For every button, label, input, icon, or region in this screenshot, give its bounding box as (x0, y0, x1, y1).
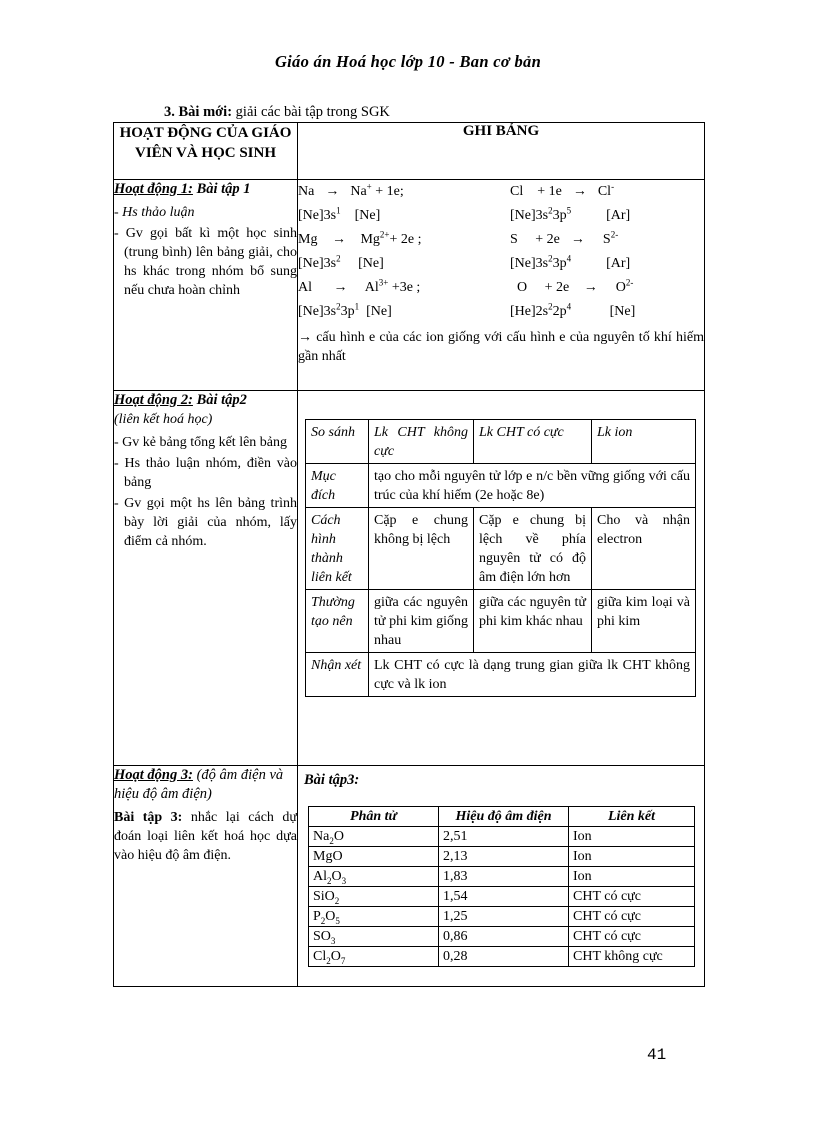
electronegativity-table (308, 806, 695, 967)
table-cell: giữa kim loại và phi kim (592, 590, 696, 653)
table-row (309, 847, 695, 867)
activity2-title: Hoạt động 2: Bài tập2 (114, 392, 247, 408)
activity3-task: Bài tập 3: nhắc lại cách dự đoán loại liên kết hoá học dựa vào hiệu độ âm điện. (114, 810, 297, 863)
list-item: - Gv gọi bất kì một học sinh (trung bình) lên bảng giải, cho hs khác trong nhóm bổ sung nếu chưa hoàn chỉnh (114, 226, 297, 298)
diff-cell: 2,13 (439, 847, 569, 867)
diff-cell: 1,83 (439, 867, 569, 887)
table-cell: Cặp e chung không bị lệch (369, 508, 474, 590)
table-cell: Lk CHT có cực là dạng trung gian giữa lk CHT không cực và lk ion (369, 653, 696, 697)
bond-cell: CHT có cực (569, 927, 695, 947)
table-cell: So sánh (306, 420, 369, 464)
molecule-cell: SiO$_2$ (309, 887, 439, 907)
table-row (309, 907, 695, 927)
activity2-right (298, 391, 705, 766)
activity2-left (114, 391, 298, 766)
table-row (309, 887, 695, 907)
equation-row: Na → Na+ + 1e; Cl + 1e → Cl- (298, 181, 615, 199)
molecule-cell: $Al_2O_3$ (309, 867, 439, 887)
table-row (306, 420, 696, 464)
table-row (309, 807, 695, 827)
activity3-title: Hoạt động 3: (độ âm điện và hiệu độ âm điện) (114, 767, 284, 802)
equation-row: $[Ne]3s^1$ [Ne] $[Ne]3s^23p^5$ [Ar] (298, 205, 631, 223)
bond-cell: Ion (569, 827, 695, 847)
table-row (306, 508, 696, 590)
activity1-left (114, 180, 298, 391)
table-header: Liên kết (569, 807, 695, 827)
bond-cell: CHT có cực (569, 887, 695, 907)
lesson-table (113, 122, 705, 987)
bond-cell: Ion (569, 867, 695, 887)
table-cell: giữa các nguyên tử phi kim khác nhau (474, 590, 592, 653)
table-cell: Thường tạo nên (306, 590, 369, 653)
equation-row: $[Ne]3s^23p^1$ [Ne] $[He]2s^22p^4$ [Ne] (298, 301, 636, 319)
molecule-cell: $Cl_2O_7$ (309, 947, 439, 967)
activity2-subtitle: (liên kết hoá học) (114, 412, 213, 427)
table-cell: Cặp e chung bị lệch về phía nguyên tử có độ âm điện lớn hơn (474, 508, 592, 590)
table-cell: Nhận xét (306, 653, 369, 697)
activity3-left (114, 766, 298, 987)
section-number: 3. Bài mới: (164, 104, 233, 120)
table-cell: Cho và nhận electron (592, 508, 696, 590)
header-activities: HOẠT ĐỘNG CỦA GIÁO VIÊN VÀ HỌC SINH (114, 123, 298, 180)
molecule-cell: $SO_3$ (309, 927, 439, 947)
bond-cell: Ion (569, 847, 695, 867)
equation-row: $Mg \to Mg^{2+}+ 2e$ ; S + 2e → $S^{2-}$ (298, 229, 619, 247)
list-item: - Gv gọi một hs lên bảng trình bày lời giải của nhóm, lấy điểm cả nhóm. (114, 496, 297, 549)
table-row (309, 927, 695, 947)
table-cell: Lk CHT có cực (474, 420, 592, 464)
equation-row: $[Ne]3s^2$ [Ne] $[Ne]3s^23p^4$ [Ar] (298, 253, 631, 271)
section-title (164, 104, 390, 121)
page-number: 41 (647, 1046, 667, 1064)
table-header: Phân tử (309, 807, 439, 827)
exercise3-label: Bài tập3: (304, 772, 360, 788)
table-row (306, 464, 696, 508)
table-row (309, 827, 695, 847)
table-row (309, 947, 695, 967)
table-row (306, 590, 696, 653)
table-cell: Lk ion (592, 420, 696, 464)
activity1-title: Hoạt động 1: Bài tập 1 (114, 181, 251, 197)
molecule-cell: $Na_2O$ (309, 827, 439, 847)
diff-cell: 0,86 (439, 927, 569, 947)
molecule-cell: $P_2O_5$ (309, 907, 439, 927)
equation-row: Al → $Al^{3+} +3e$ ; O + 2e → $O^{2-}$ (298, 277, 634, 295)
table-cell: Mục đích (306, 464, 369, 508)
list-item: - Hs thảo luận (114, 205, 195, 220)
bond-cell: CHT không cực (569, 947, 695, 967)
table-row (309, 867, 695, 887)
page-header: Giáo án Hoá học lớp 10 - Ban cơ bản (274, 52, 542, 71)
diff-cell: 1,25 (439, 907, 569, 927)
list-item: - Hs thảo luận nhóm, điền vào bảng (114, 456, 297, 490)
molecule-cell: MgO (309, 847, 439, 867)
table-header: Hiệu độ âm điện (439, 807, 569, 827)
section-text: giải các bài tập trong SGK (232, 104, 390, 120)
activity1-conclusion: → cấu hình e của các ion giống với cấu hình e của nguyên tố khí hiếm gần nhất (298, 330, 704, 364)
comparison-table (305, 419, 696, 697)
table-row (306, 653, 696, 697)
diff-cell: 1,54 (439, 887, 569, 907)
table-cell: Cách hình thành liên kết (306, 508, 369, 590)
activity3-right (298, 766, 705, 987)
bond-cell: CHT có cực (569, 907, 695, 927)
table-cell: Lk CHT không cực (369, 420, 474, 464)
activity1-equations (298, 180, 705, 391)
header-board: GHI BẢNG (298, 123, 705, 180)
diff-cell: 2,51 (439, 827, 569, 847)
diff-cell: 0,28 (439, 947, 569, 967)
table-cell: tạo cho mỗi nguyên tử lớp e n/c bền vững giống với cấu trúc của khí hiếm (2e hoặc 8e) (369, 464, 696, 508)
table-cell: giữa các nguyên tử phi kim giống nhau (369, 590, 474, 653)
list-item: - Gv kẻ bảng tổng kết lên bảng (114, 435, 288, 450)
